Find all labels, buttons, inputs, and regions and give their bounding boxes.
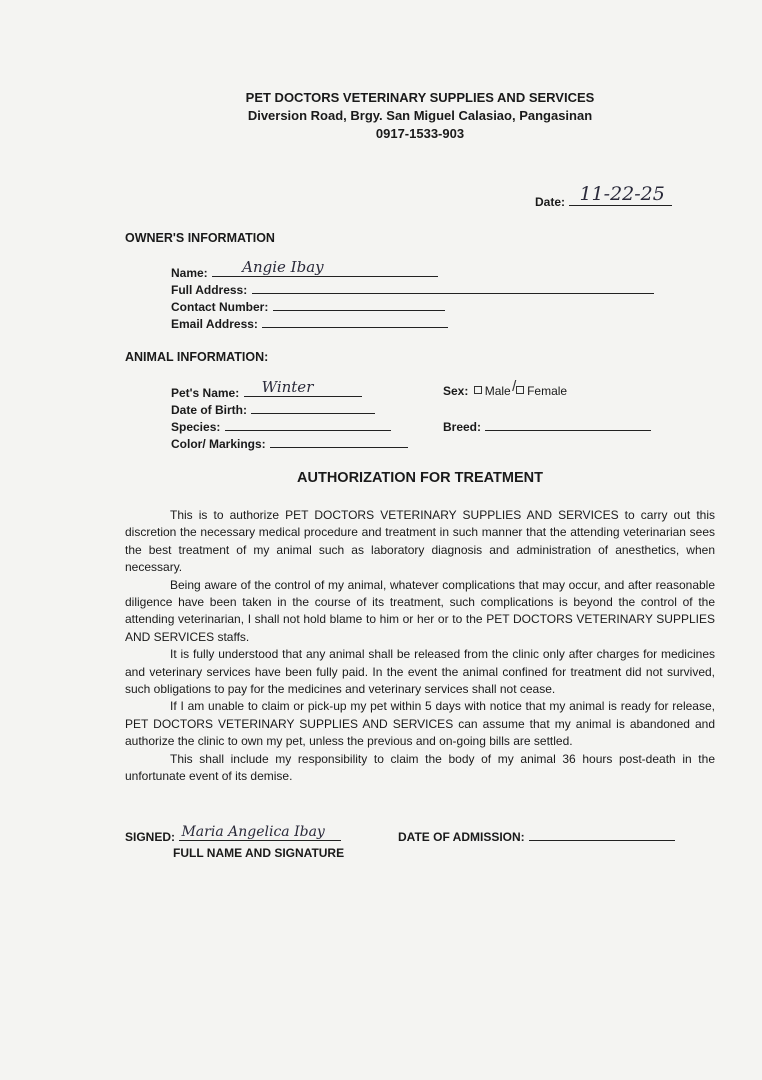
name-label: Name:: [171, 266, 208, 280]
male-checkbox[interactable]: [474, 386, 482, 394]
owner-section-title: OWNER'S INFORMATION: [125, 231, 275, 245]
paragraph: This is to authorize PET DOCTORS VETERINARY SUPPLIES AND SERVICES to carry out this discretion the necessary medical procedure and treatment in such manner that the attending veterinarian sees the best treatment of my animal such as laboratory diagnosis and administration of anesthetics, when necessary.: [125, 508, 715, 575]
species-label: Species:: [171, 420, 221, 434]
pet-name-field[interactable]: [171, 378, 362, 402]
breed-field[interactable]: [443, 418, 651, 436]
paragraph: If I am unable to claim or pick-up my pet within 5 days with notice that my animal is ready for release, PET DOCTORS VETERINARY SUPPLIES AND SERVICES can assume that my animal is abandoned and authorize the clinic to own my pet, unless the previous and on-going bills are settled.: [125, 699, 715, 749]
date-of-admission-field[interactable]: [398, 828, 675, 846]
owner-name-value: Angie Ibay: [242, 258, 324, 276]
sex-label: Sex:: [443, 384, 469, 398]
checkmark-icon: /: [512, 378, 517, 395]
paragraph: It is fully understood that any animal shall be released from the clinic only after charges for medicines and veterinary services have been fully paid. In the event the animal confined for treatment did not survived, such obligations to pay for the medicines and veterinary services shall not cease.: [125, 647, 715, 697]
signed-label: SIGNED:: [125, 830, 176, 844]
full-address-field[interactable]: [171, 281, 654, 299]
contact-number-label: Contact Number:: [171, 300, 269, 314]
full-address-label: Full Address:: [171, 283, 248, 297]
date-of-admission-label: DATE OF ADMISSION:: [398, 830, 525, 844]
animal-section-title: ANIMAL INFORMATION:: [125, 350, 269, 364]
paragraph: This shall include my responsibility to claim the body of my animal 36 hours post-death in the unfortunate event of its demise.: [125, 751, 715, 784]
business-name: PET DOCTORS VETERINARY SUPPLIES AND SERVICES: [245, 90, 595, 105]
breed-label: Breed:: [443, 420, 482, 434]
business-address: Diversion Road, Brgy. San Miguel Calasiao, Pangasinan: [247, 108, 593, 123]
female-checkbox[interactable]: [516, 386, 524, 394]
color-markings-field[interactable]: [171, 435, 408, 453]
email-address-label: Email Address:: [171, 317, 258, 331]
date-of-birth-field[interactable]: [171, 401, 375, 419]
female-option-label: Female: [527, 384, 568, 398]
pet-name-label: Pet's Name:: [171, 386, 240, 400]
business-phone: 0917-1533-903: [375, 126, 465, 141]
owner-name-field[interactable]: [171, 258, 438, 282]
date-field[interactable]: [535, 183, 672, 211]
date-value: 11-22-25: [579, 183, 665, 205]
signature-field[interactable]: [125, 824, 341, 846]
signature-caption: FULL NAME AND SIGNATURE: [173, 846, 345, 860]
date-label: Date:: [535, 195, 566, 209]
sex-field[interactable]: [443, 378, 568, 398]
authorization-title: AUTHORIZATION FOR TREATMENT: [297, 470, 543, 486]
email-address-field[interactable]: [171, 315, 448, 333]
authorization-text: [125, 507, 715, 786]
paragraph: Being aware of the control of my animal, whatever complications that may occur, and after reasonable diligence have been taken in the course of its treatment, such complications is beyond the control of the attending veterinarian, I shall not hold blame to him or her or to the PET DOCTORS VETERINARY SUPPLIES AND SERVICES staffs.: [125, 577, 715, 644]
species-field[interactable]: [171, 418, 391, 436]
color-markings-label: Color/ Markings:: [171, 437, 266, 451]
contact-number-field[interactable]: [171, 298, 445, 316]
pet-name-value: Winter: [261, 378, 314, 396]
date-of-birth-label: Date of Birth:: [171, 403, 247, 417]
signature-value: Maria Angelica Ibay: [181, 824, 325, 840]
male-option-label: Male: [484, 384, 511, 398]
